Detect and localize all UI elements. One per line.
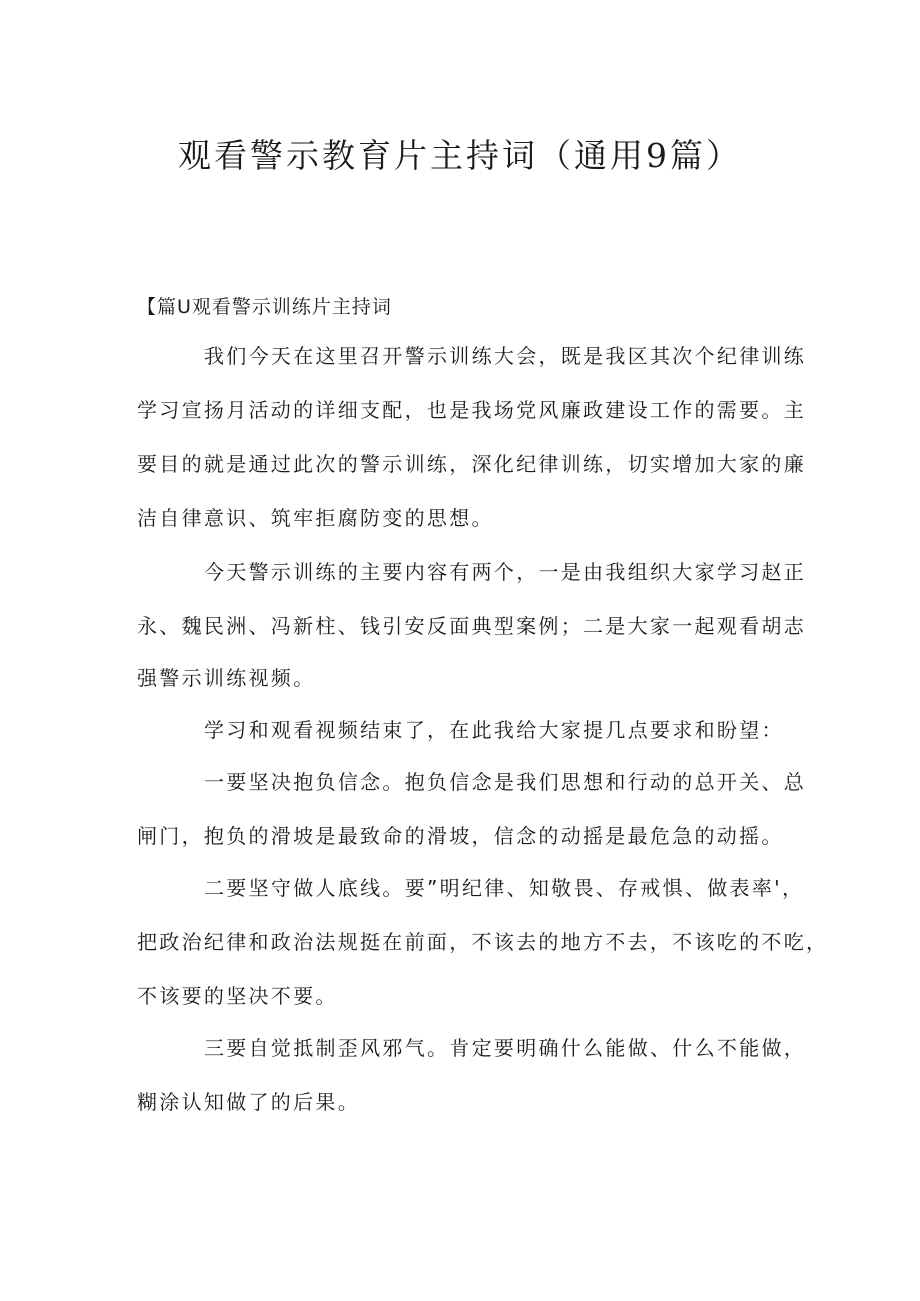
text-line: 闸门，抱负的滑坡是最致命的滑坡，信念的动摇是最危急的动摇。 <box>137 824 784 848</box>
text-line: 永、魏民洲、冯新柱、钱引安反面典型案例；二是大家一起观看胡志 <box>137 614 806 638</box>
text-line: 洁自律意识、筑牢拒腐防变的思想。 <box>137 506 494 530</box>
text-line: 把政治纪律和政治法规挺在前面，不该去的地方不去，不该吃的不吃， <box>137 930 829 954</box>
text-line: 学习宣扬月活动的详细支配，也是我场党风廉政建设工作的需要。主 <box>137 398 806 422</box>
text-line: 二要坚守做人底线。要”明纪律、知敬畏、存戒惧、做表率'， <box>204 876 805 900</box>
section-heading: 【篇U观看警示训练片主持词 <box>137 296 392 318</box>
text-line: 强警示训练视频。 <box>137 666 316 690</box>
document-title: 观看警示教育片主持词（通用9篇） <box>178 136 742 175</box>
text-line: 三要自觉抵制歪风邪气。肯定要明确什么能做、什么不能做， <box>204 1036 807 1060</box>
text-line: 一要坚决抱负信念。抱负信念是我们思想和行动的总开关、总 <box>204 770 807 794</box>
text-line: 学习和观看视频结束了，在此我给大家提几点要求和盼望： <box>204 718 784 742</box>
text-line: 糊涂认知做了的后果。 <box>137 1090 360 1114</box>
text-line: 我们今天在这里召开警示训练大会，既是我区其次个纪律训练 <box>204 344 807 368</box>
text-line: 不该要的坚决不要。 <box>137 984 338 1008</box>
text-line: 要目的就是通过此次的警示训练，深化纪律训练，切实增加大家的廉 <box>137 452 806 476</box>
text-line: 今天警示训练的主要内容有两个，一是由我组织大家学习赵正 <box>204 560 807 584</box>
